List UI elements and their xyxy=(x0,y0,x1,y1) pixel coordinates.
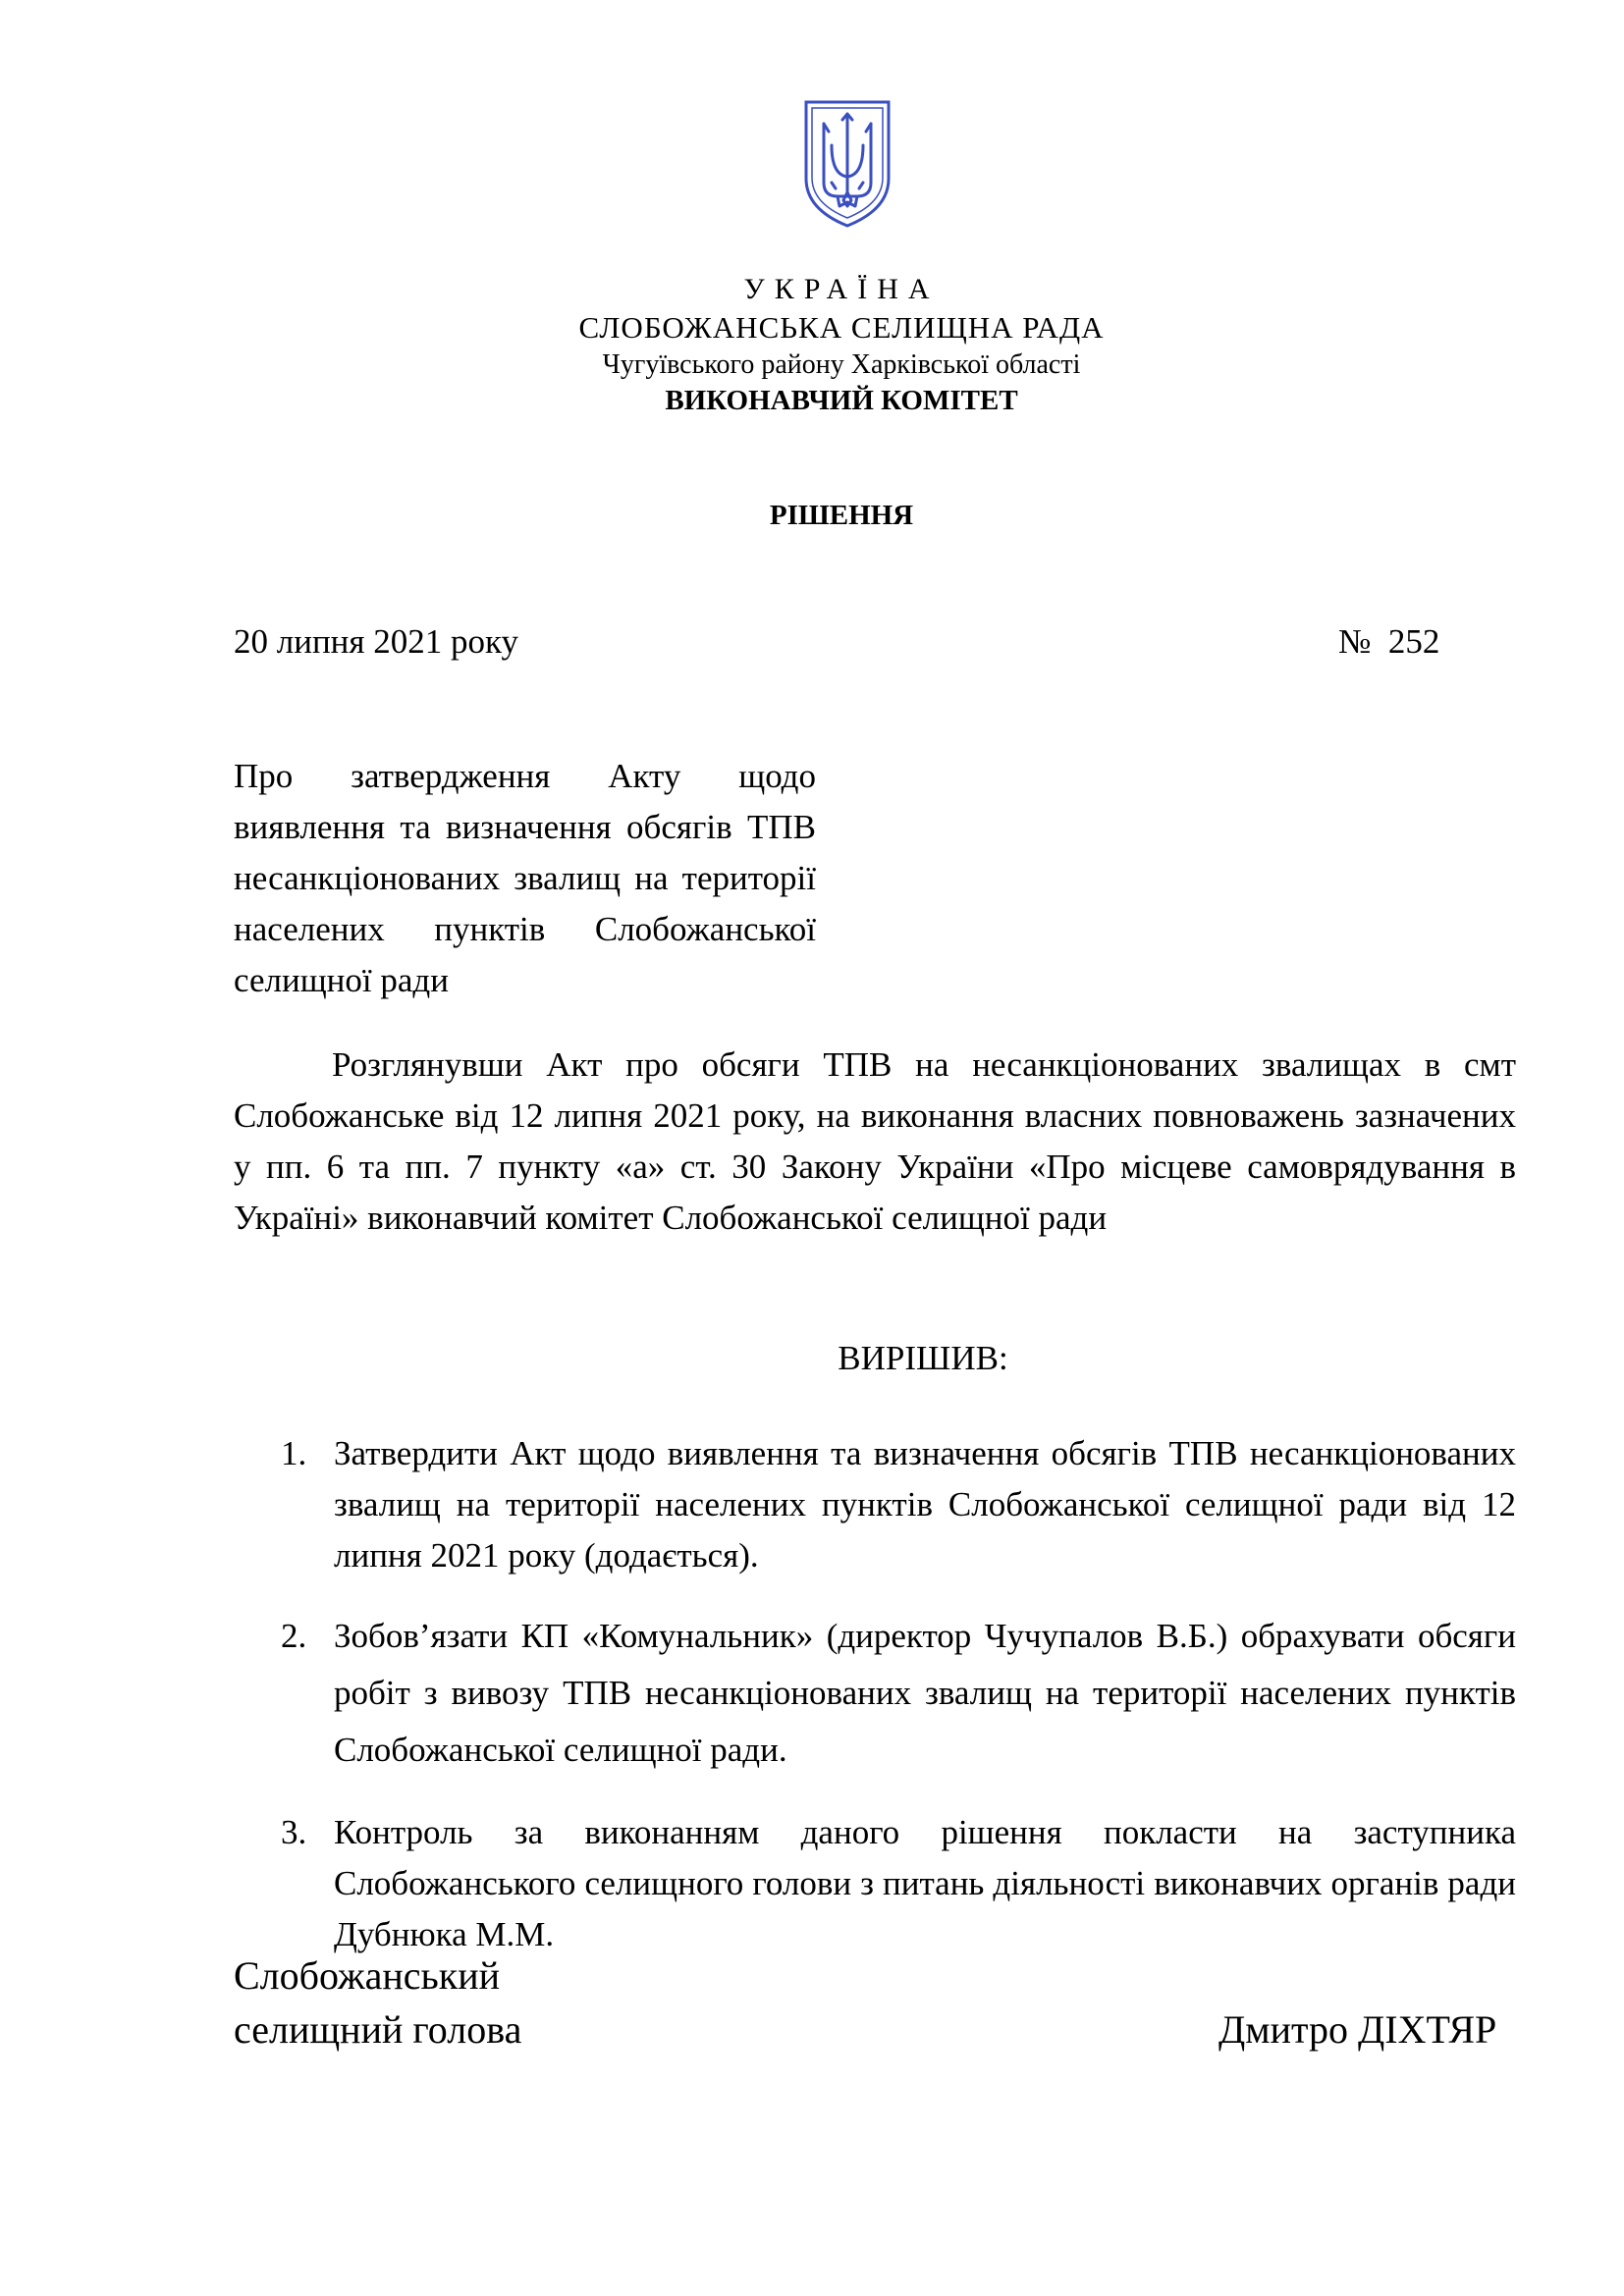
signature-name: Дмитро ДІХТЯР xyxy=(1218,2007,1497,2052)
decision-date: 20 липня 2021 року xyxy=(234,622,519,661)
signature-title xyxy=(234,1949,521,2056)
coat-of-arms-trident-icon xyxy=(802,98,893,228)
list-item xyxy=(234,1428,1516,1581)
decision-subject: Про затвердження Акту щодо виявлення та визначення обсягів ТПВ несанкціонованих звалищ на території населених пунктів Слобожанської селищної ради xyxy=(234,757,816,999)
header-council: СЛОБОЖАНСЬКА СЕЛИЩНА РАДА xyxy=(578,310,1105,345)
list-item-text: Зобов’язати КП «Комунальник» (директор Чучупалов В.Б.) обрахувати обсяги робіт з вивозу ТПВ несанкціонованих звалищ на території населених пунктів Слобожанської селищної ради. xyxy=(334,1617,1516,1769)
list-item-text: Затвердити Акт щодо виявлення та визначення обсягів ТПВ несанкціонованих звалищ на території населених пунктів Слобожанської селищної ради від 12 липня 2021 року (додається). xyxy=(334,1434,1516,1575)
preamble-paragraph: Розглянувши Акт про обсяги ТПВ на несанкціонованих звалищах в смт Слобожанське від 12 липня 2021 року, на виконання власних повноважень зазначених у пп. 6 та пп. 7 пункту «а» ст. 30 Закону України «Про місцеве самоврядування в Україні» виконавчий комітет Слобожанської селищної ради xyxy=(234,1045,1516,1237)
list-item-number: 1. xyxy=(281,1434,307,1472)
list-item xyxy=(234,1807,1516,1960)
list-item-text: Контроль за виконанням даного рішення покласти на заступника Слобожанського селищного голови з питань діяльності виконавчих органів ради Дубнюка М.М. xyxy=(334,1813,1516,1953)
header-country: УКРАЇНА xyxy=(743,273,940,305)
signature-title-line2: селищний голова xyxy=(234,2007,522,2052)
list-item-number: 2. xyxy=(281,1617,307,1655)
header-committee: ВИКОНАВЧИЙ КОМІТЕТ xyxy=(665,385,1018,416)
resolved-heading: ВИРІШИВ: xyxy=(838,1339,1008,1377)
list-item-number: 3. xyxy=(281,1813,307,1851)
document-type-title: РІШЕННЯ xyxy=(769,500,914,531)
header-district: Чугуївського району Харківської області xyxy=(602,349,1081,380)
decision-number: № 252 xyxy=(1338,622,1440,661)
signature-title-line1: Слобожанський xyxy=(234,1953,501,1998)
list-item xyxy=(234,1608,1516,1779)
